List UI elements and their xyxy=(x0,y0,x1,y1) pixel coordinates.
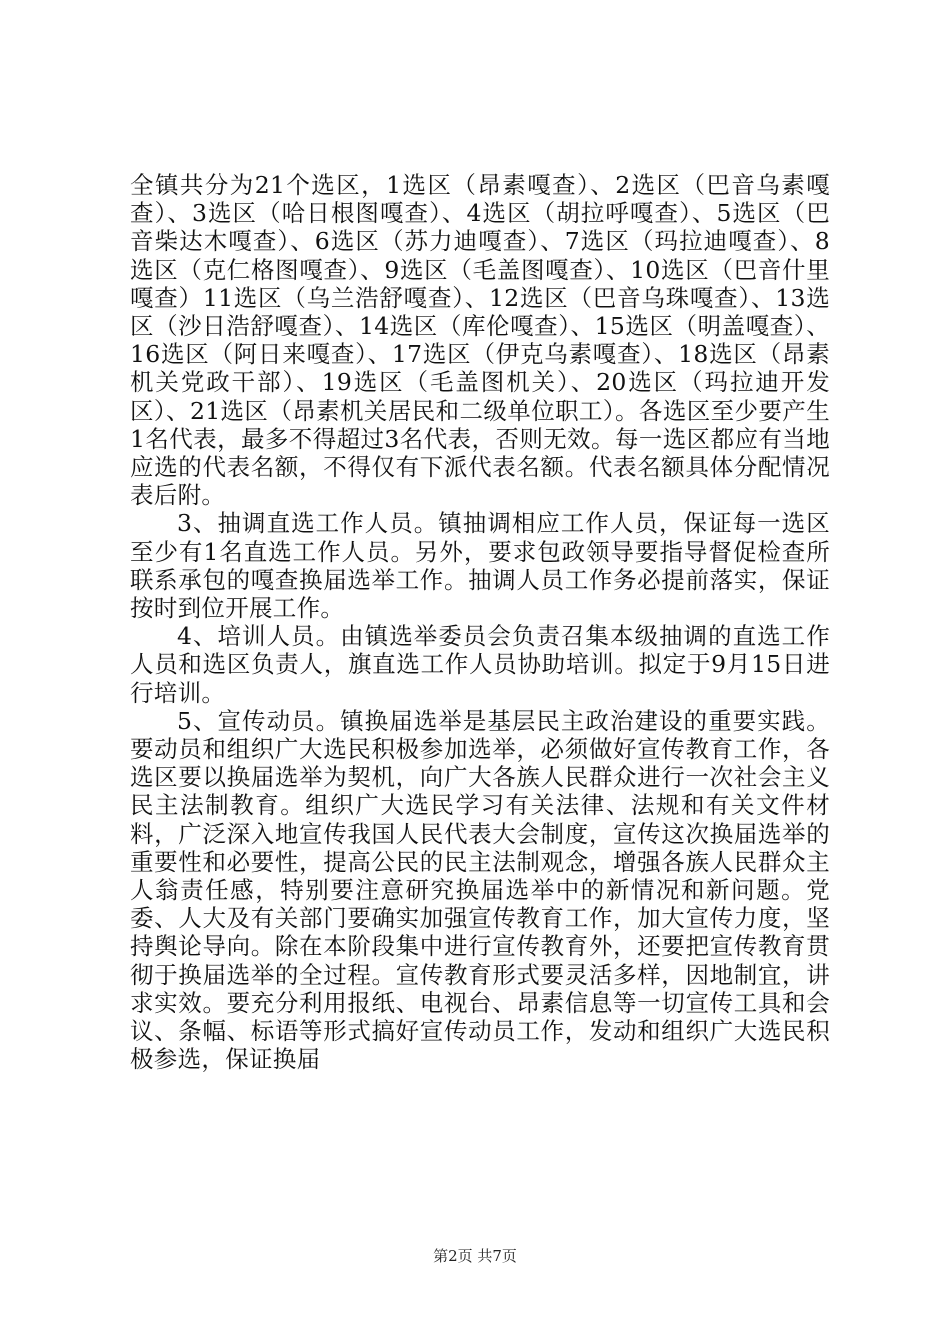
paragraph-electoral-districts: 全镇共分为21个选区，1选区（昂素嘎查）、2选区（巴音乌素嘎查）、3选区（哈日根图嘎查）、4选区（胡拉呼嘎查）、5选区（巴音柴达木嘎查）、6选区（苏力迪嘎查）、7选区（玛拉迪嘎查）、8选区（克仁格图嘎查）、9选区（毛盖图嘎查）、10选区（巴音什里嘎查）11选区（乌兰浩舒嘎查）、12选区（巴音乌珠嘎查）、13选区（沙日浩舒嘎查）、14选区（库伦嘎查）、15选区（明盖嘎查）、16选区（阿日来嘎查）、17选区（伊克乌素嘎查）、18选区（昂素机关党政干部）、19选区（毛盖图机关）、20选区（玛拉迪开发区）、21选区（昂素机关居民和二级单位职工）。各选区至少要产生1名代表，最多不得超过3名代表，否则无效。每一选区都应有当地应选的代表名额，不得仅有下派代表名额。代表名额具体分配情况表后附。 xyxy=(130,171,830,510)
page-number-footer: 第2页 共7页 xyxy=(433,1247,517,1265)
paragraph-training: 4、培训人员。由镇选举委员会负责召集本级抽调的直选工作人员和选区负责人，旗直选工作人员协助培训。拟定于9月15日进行培训。 xyxy=(130,622,830,707)
document-body xyxy=(130,171,830,1074)
paragraph-staff-selection: 3、抽调直选工作人员。镇抽调相应工作人员，保证每一选区至少有1名直选工作人员。另外，要求包政领导要指导督促检查所联系承包的嘎查换届选举工作。抽调人员工作务必提前落实，保证按时到位开展工作。 xyxy=(130,509,830,623)
paragraph-publicity: 5、宣传动员。镇换届选举是基层民主政治建设的重要实践。要动员和组织广大选民积极参加选举，必须做好宣传教育工作，各选区要以换届选举为契机，向广大各族人民群众进行一次社会主义民主法制教育。组织广大选民学习有关法律、法规和有关文件材料，广泛深入地宣传我国人民代表大会制度，宣传这次换届选举的重要性和必要性，提高公民的民主法制观念，增强各族人民群众主人翁责任感，特别要注意研究换届选举中的新情况和新问题。党委、人大及有关部门要确实加强宣传教育工作，加大宣传力度，坚持舆论导向。除在本阶段集中进行宣传教育外，还要把宣传教育贯彻于换届选举的全过程。宣传教育形式要灵活多样，因地制宜，讲求实效。要充分利用报纸、电视台、昂素信息等一切宣传工具和会议、条幅、标语等形式搞好宣传动员工作，发动和组织广大选民积极参选，保证换届 xyxy=(130,706,830,1074)
